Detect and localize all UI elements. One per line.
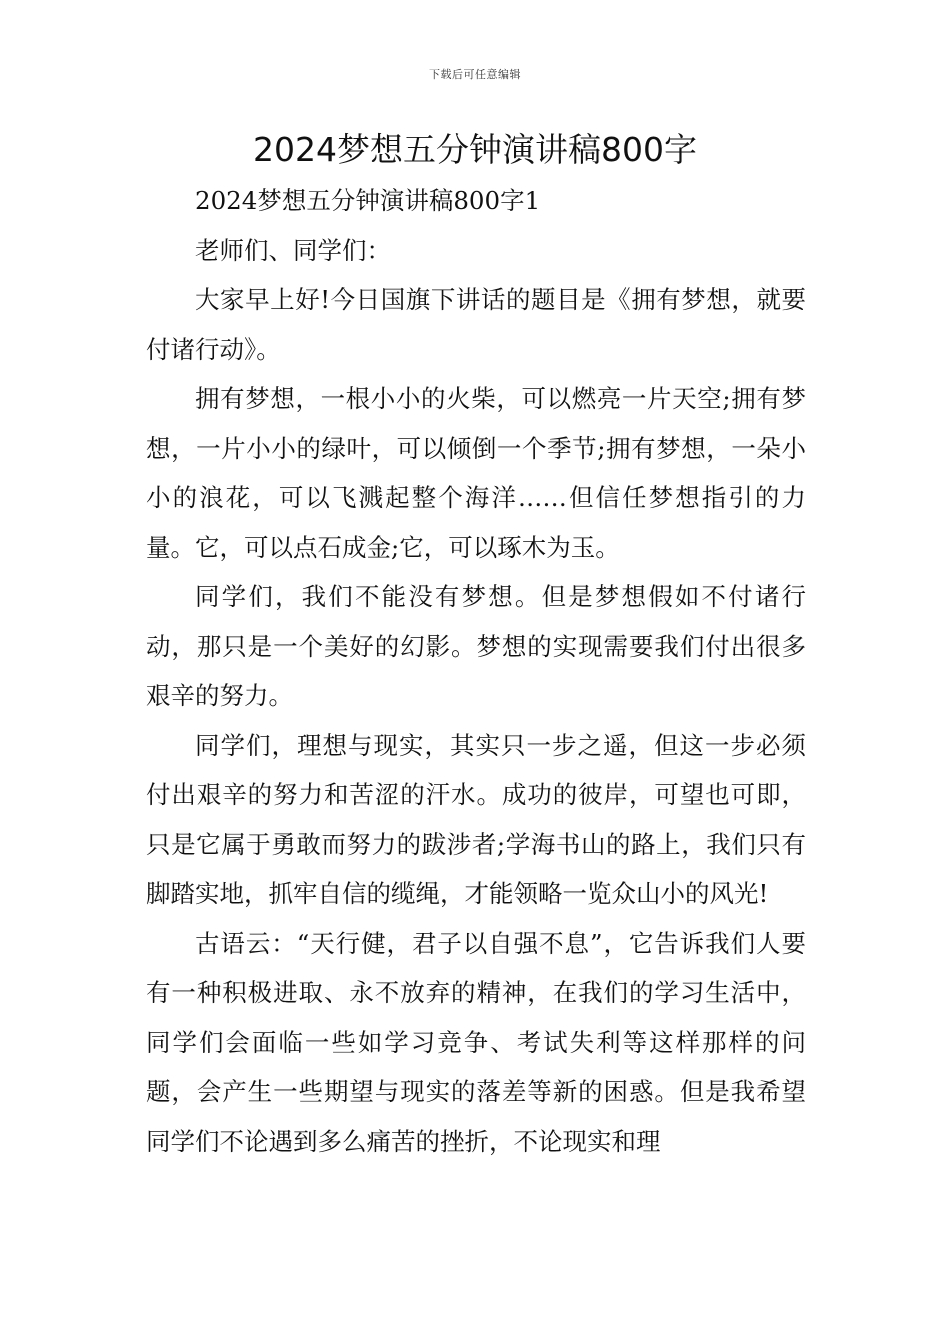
body-paragraph-greeting: 老师们、同学们：	[195, 235, 391, 265]
header-note: 下载后可任意编辑	[429, 68, 521, 81]
document-body	[146, 176, 806, 1166]
body-paragraph: 同学们，理想与现实，其实只一步之遥，但这一步必须付出艰辛的努力和苦涩的汗水。成功的彼岸，可望也可即，只是它属于勇敢而努力的跋涉者;学海书山的路上，我们只有脚踏实地，抓牢自信的缆绳，才能领略一览众山小的风光!	[146, 730, 806, 908]
document-title: 2024梦想五分钟演讲稿800字	[253, 130, 697, 169]
body-paragraph: 同学们，我们不能没有梦想。但是梦想假如不付诸行动，那只是一个美好的幻影。梦想的实现需要我们付出很多艰辛的努力。	[146, 582, 806, 710]
body-paragraph: 古语云：“天行健，君子以自强不息”，它告诉我们人要有一种积极进取、永不放弃的精神，在我们的学习生活中，同学们会面临一些如学习竞争、考试失利等这样那样的问题，会产生一些期望与现实的落差等新的困惑。但是我希望同学们不论遇到多么痛苦的挫折，不论现实和理	[146, 928, 806, 1156]
body-paragraph-subtitle: 2024梦想五分钟演讲稿800字1	[195, 186, 541, 215]
body-paragraph: 大家早上好!今日国旗下讲话的题目是《拥有梦想，就要付诸行动》。	[146, 285, 806, 364]
body-paragraph: 拥有梦想，一根小小的火柴，可以燃亮一片天空;拥有梦想，一片小小的绿叶，可以倾倒一个季节;拥有梦想，一朵小小的浪花，可以飞溅起整个海洋……但信任梦想指引的力量。它，可以点石成金;它，可以琢木为玉。	[146, 384, 806, 562]
